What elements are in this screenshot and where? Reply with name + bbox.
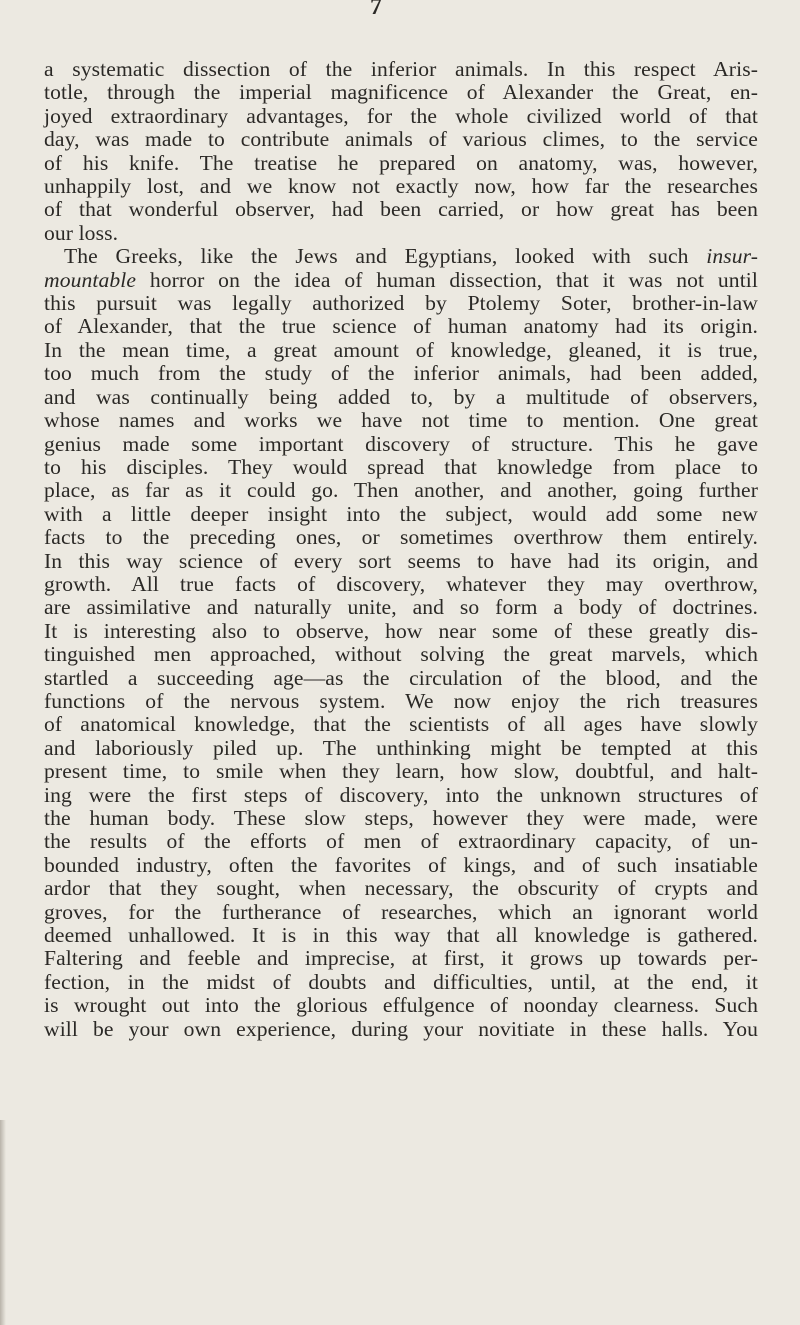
text-line bbox=[44, 269, 758, 292]
body-text bbox=[44, 58, 758, 1041]
text-line: with a little deeper insight into the subject, would add some new bbox=[44, 501, 758, 526]
text-line: to his disciples. They would spread that knowledge from place to bbox=[44, 454, 758, 479]
italic-run-cont: mountable bbox=[44, 267, 137, 292]
text-run: horror on the idea of human dissection, that it was not until bbox=[136, 267, 758, 292]
text-line: this pursuit was legally authorized by Ptolemy Soter, brother-in-law bbox=[44, 291, 758, 316]
text-line: is wrought out into the glorious effulgence of noonday clearness. Such bbox=[44, 993, 758, 1018]
text-line: day, was made to contribute animals of various climes, to the service bbox=[44, 127, 758, 152]
text-line: groves, for the furtherance of researches, which an ignorant world bbox=[44, 899, 758, 924]
text-line: deemed unhallowed. It is in this way that all knowledge is gathered. bbox=[44, 923, 758, 948]
page-number: 7 bbox=[370, 0, 382, 20]
text-line: startled a succeeding age—as the circulation of the blood, and the bbox=[44, 665, 758, 690]
text-line: our loss. bbox=[44, 220, 119, 245]
text-line: and was continually being added to, by a multitude of observers, bbox=[44, 384, 758, 409]
text-line: a systematic dissection of the inferior animals. In this respect Aris- bbox=[44, 57, 758, 81]
text-line: facts to the preceding ones, or sometimes overthrow them entirely. bbox=[44, 525, 758, 550]
text-line: ing were the first steps of discovery, into the unknown structures of bbox=[44, 782, 758, 807]
text-line: ardor that they sought, when necessary, the obscurity of crypts and bbox=[44, 876, 758, 901]
text-line: In this way science of every sort seems to have had its origin, and bbox=[44, 548, 758, 573]
text-line-first bbox=[44, 245, 758, 268]
text-line: of anatomical knowledge, that the scientists of all ages have slowly bbox=[44, 712, 758, 737]
text-line: whose names and works we have not time to mention. One great bbox=[44, 408, 758, 433]
page-edge-shadow bbox=[0, 1120, 6, 1325]
text-line: and laboriously piled up. The unthinking might be tempted at this bbox=[44, 735, 758, 760]
text-run: The Greeks, like the Jews and Egyptians, looked with such bbox=[64, 244, 707, 269]
text-line: the results of the efforts of men of extraordinary capacity, of un- bbox=[44, 829, 758, 854]
paragraph-2 bbox=[44, 245, 758, 1041]
text-line: growth. All true facts of discovery, whatever they may overthrow, bbox=[44, 571, 758, 596]
text-line: unhappily lost, and we know not exactly now, how far the researches bbox=[44, 174, 758, 199]
text-line: tinguished men approached, without solving the great marvels, which bbox=[44, 642, 758, 667]
text-line: genius made some important discovery of structure. This he gave bbox=[44, 431, 758, 456]
text-line: of his knife. The treatise he prepared on anatomy, was, however, bbox=[44, 150, 758, 175]
text-line: joyed extraordinary advantages, for the whole civilized world of that bbox=[44, 103, 758, 128]
italic-run: insur- bbox=[706, 244, 758, 269]
text-line: the human body. These slow steps, however they were made, were bbox=[44, 806, 758, 830]
text-line: It is interesting also to observe, how near some of these greatly dis- bbox=[44, 618, 758, 643]
text-line: will be your own experience, during your novitiate in these halls. You bbox=[44, 1016, 758, 1041]
text-line: In the mean time, a great amount of knowledge, gleaned, it is true, bbox=[44, 337, 758, 362]
text-line: fection, in the midst of doubts and difficulties, until, at the end, it bbox=[44, 969, 758, 994]
text-line: totle, through the imperial magnificence of Alexander the Great, en- bbox=[44, 80, 758, 105]
text-line: functions of the nervous system. We now enjoy the rich treasures bbox=[44, 688, 758, 713]
text-line: of that wonderful observer, had been carried, or how great has been bbox=[44, 197, 758, 222]
text-line: of Alexander, that the true science of human anatomy had its origin. bbox=[44, 314, 758, 339]
paragraph-1 bbox=[44, 58, 758, 245]
text-line: present time, to smile when they learn, how slow, doubtful, and halt- bbox=[44, 759, 758, 784]
text-line: Faltering and feeble and imprecise, at first, it grows up towards per- bbox=[44, 946, 758, 971]
text-line: place, as far as it could go. Then another, and another, going further bbox=[44, 478, 758, 503]
text-line: bounded industry, often the favorites of kings, and of such insatiable bbox=[44, 852, 758, 877]
text-line: are assimilative and naturally unite, and so form a body of doctrines. bbox=[44, 595, 758, 620]
text-line: too much from the study of the inferior animals, had been added, bbox=[44, 361, 758, 386]
